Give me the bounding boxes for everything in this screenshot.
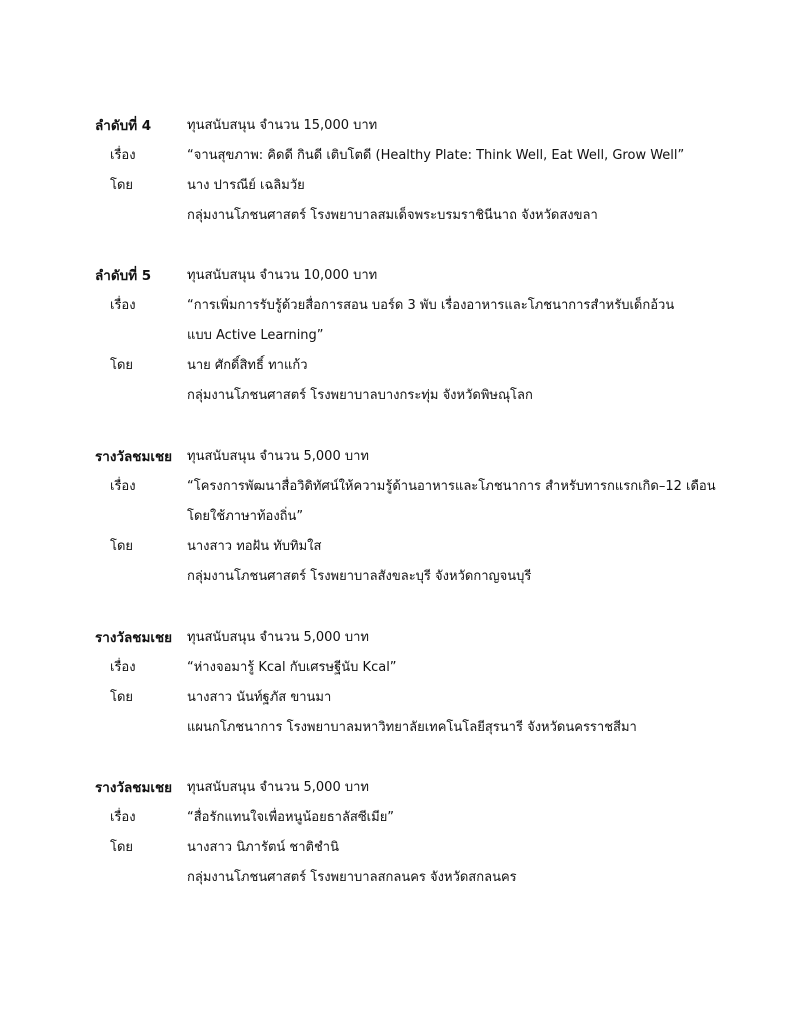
- topic-title-continued: แบบ Active Learning”: [187, 328, 324, 343]
- award-rank: รางวัลชมเชย: [95, 630, 173, 646]
- topic-label: เรื่อง: [110, 148, 136, 163]
- topic-title: “จานสุขภาพ: คิดดี กินดี เติบโตดี (Healthy Plate: Think Well, Eat Well, Grow Well”: [187, 148, 685, 163]
- by-label: โดย: [110, 539, 134, 554]
- fund-amount: ทุนสนับสนุน จำนวน 5,000 บาท: [187, 449, 369, 464]
- organization: แผนกโภชนาการ โรงพยาบาลมหาวิทยาลัยเทคโนโลยีสุรนารี จังหวัดนครราชสีมา: [187, 720, 637, 735]
- by-label: โดย: [110, 358, 134, 373]
- by-label: โดย: [110, 178, 134, 193]
- by-label: โดย: [110, 840, 134, 855]
- award-rank: ลำดับที่ 5: [95, 268, 152, 284]
- award-rank: รางวัลชมเชย: [95, 449, 173, 465]
- topic-label: เรื่อง: [110, 479, 136, 494]
- person-name: นางสาว นันท์ฐภัส ขานมา: [187, 690, 332, 705]
- topic-label: เรื่อง: [110, 298, 136, 313]
- topic-title: “โครงการพัฒนาสื่อวิดิทัศน์ให้ความรู้ด้านอาหารและโภชนาการ สำหรับทารกแรกเกิด–12 เดือน: [187, 479, 716, 494]
- fund-amount: ทุนสนับสนุน จำนวน 10,000 บาท: [187, 268, 378, 283]
- organization: กลุ่มงานโภชนศาสตร์ โรงพยาบาลบางกระทุ่ม จังหวัดพิษณุโลก: [187, 388, 533, 403]
- award-rank: ลำดับที่ 4: [95, 118, 152, 134]
- topic-label: เรื่อง: [110, 660, 136, 675]
- fund-amount: ทุนสนับสนุน จำนวน 5,000 บาท: [187, 630, 369, 645]
- organization: กลุ่มงานโภชนศาสตร์ โรงพยาบาลสกลนคร จังหวัดสกลนคร: [187, 870, 517, 885]
- person-name: นางสาว นิภารัตน์ ชาติชำนิ: [187, 840, 339, 855]
- topic-title: “สื่อรักแทนใจเพื่อหนูน้อยธาลัสซีเมีย”: [187, 810, 395, 825]
- topic-title: “ห่างจอมารู้ Kcal กับเศรษฐีนับ Kcal”: [187, 660, 397, 675]
- topic-title-continued: โดยใช้ภาษาท้องถิ่น”: [187, 509, 304, 524]
- topic-title: “การเพิ่มการรับรู้ด้วยสื่อการสอน บอร์ด 3 พับ เรื่องอาหารและโภชนาการสำหรับเด็กอ้วน: [187, 298, 675, 313]
- topic-label: เรื่อง: [110, 810, 136, 825]
- by-label: โดย: [110, 690, 134, 705]
- person-name: นางสาว ทอฝัน ทับทิมใส: [187, 539, 322, 554]
- fund-amount: ทุนสนับสนุน จำนวน 5,000 บาท: [187, 780, 369, 795]
- fund-amount: ทุนสนับสนุน จำนวน 15,000 บาท: [187, 118, 378, 133]
- organization: กลุ่มงานโภชนศาสตร์ โรงพยาบาลสังขละบุรี จังหวัดกาญจนบุรี: [187, 569, 532, 584]
- person-name: นาง ปารณีย์ เฉลิมวัย: [187, 178, 305, 193]
- award-rank: รางวัลชมเชย: [95, 780, 173, 796]
- person-name: นาย ศักดิ์สิทธิ์ ทาแก้ว: [187, 358, 308, 373]
- organization: กลุ่มงานโภชนศาสตร์ โรงพยาบาลสมเด็จพระบรมราชินีนาถ จังหวัดสงขลา: [187, 208, 598, 223]
